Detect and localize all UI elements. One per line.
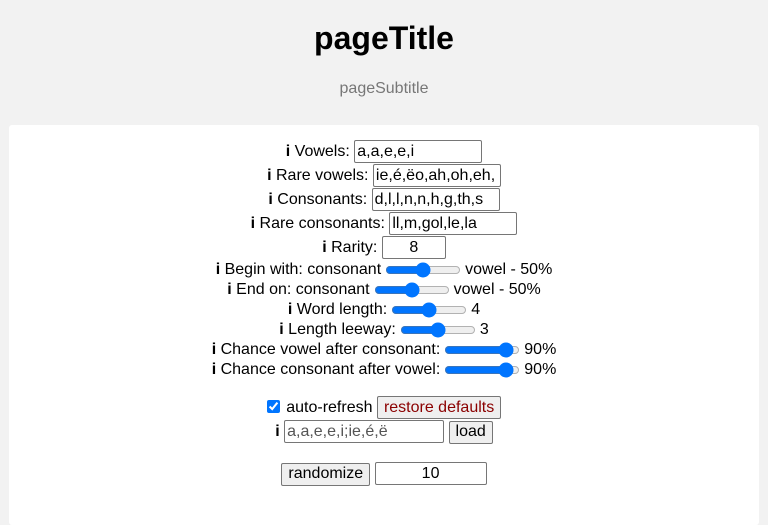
auto-refresh-label[interactable]: auto-refresh bbox=[286, 399, 373, 416]
info-icon[interactable]: i bbox=[279, 321, 284, 338]
info-icon[interactable]: i bbox=[322, 239, 327, 257]
vowels-label: Vowels: bbox=[294, 143, 350, 161]
rare-vowels-input[interactable] bbox=[373, 164, 501, 187]
info-icon[interactable]: i bbox=[268, 191, 273, 209]
rarity-row bbox=[9, 236, 759, 260]
vowel-after-readout: 90% bbox=[524, 341, 557, 358]
rare-consonants-label: Rare consonants: bbox=[259, 215, 385, 233]
page-subtitle: pageSubtitle bbox=[339, 80, 429, 97]
rare-vowels-row bbox=[9, 164, 759, 188]
rarity-label: Rarity: bbox=[331, 239, 378, 257]
rarity-input[interactable] bbox=[382, 236, 446, 259]
leeway-label: Length leeway: bbox=[288, 321, 396, 338]
page-title: pageTitle bbox=[314, 20, 454, 56]
consonant-after-slider[interactable] bbox=[444, 363, 520, 377]
info-icon[interactable]: i bbox=[287, 301, 293, 318]
vowels-input[interactable] bbox=[354, 140, 482, 163]
count-input[interactable] bbox=[375, 462, 487, 485]
settings-card bbox=[9, 125, 759, 525]
rare-consonants-input[interactable] bbox=[389, 212, 517, 235]
restore-defaults-button[interactable]: restore defaults bbox=[377, 396, 501, 419]
begin-row bbox=[9, 260, 759, 280]
consonants-row bbox=[9, 188, 759, 212]
end-label: End on: consonant bbox=[236, 281, 370, 298]
consonant-after-readout: 90% bbox=[524, 361, 557, 378]
vowel-after-slider[interactable] bbox=[444, 343, 520, 357]
randomize-button[interactable]: randomize bbox=[281, 463, 370, 486]
end-slider[interactable] bbox=[374, 283, 450, 297]
rare-consonants-row bbox=[9, 212, 759, 236]
vowel-after-label: Chance vowel after consonant: bbox=[220, 341, 441, 358]
info-icon[interactable]: i bbox=[285, 143, 291, 161]
consonant-after-row bbox=[9, 360, 759, 380]
vowel-after-row bbox=[9, 340, 759, 360]
consonants-label: Consonants: bbox=[277, 191, 368, 209]
end-row bbox=[9, 280, 759, 300]
auto-refresh-checkbox[interactable] bbox=[267, 400, 280, 413]
info-icon[interactable]: i bbox=[215, 261, 221, 278]
info-icon[interactable]: i bbox=[250, 215, 256, 233]
info-icon[interactable]: i bbox=[267, 167, 272, 185]
length-row bbox=[9, 300, 759, 320]
begin-label: Begin with: consonant bbox=[224, 261, 382, 278]
length-label: Word length: bbox=[296, 301, 388, 318]
leeway-row bbox=[9, 320, 759, 340]
rare-vowels-label: Rare vowels: bbox=[275, 167, 369, 185]
load-row bbox=[9, 420, 759, 444]
info-icon[interactable]: i bbox=[227, 281, 232, 298]
info-icon[interactable]: i bbox=[275, 423, 280, 441]
info-icon[interactable]: i bbox=[211, 361, 217, 378]
vowels-row bbox=[9, 140, 759, 164]
leeway-slider[interactable] bbox=[400, 323, 476, 337]
load-input[interactable] bbox=[284, 420, 444, 443]
end-readout: vowel - 50% bbox=[453, 281, 541, 298]
consonant-after-label: Chance consonant after vowel: bbox=[220, 361, 441, 378]
leeway-readout: 3 bbox=[479, 321, 489, 338]
length-slider[interactable] bbox=[391, 303, 467, 317]
begin-readout: vowel - 50% bbox=[465, 261, 553, 278]
info-icon[interactable]: i bbox=[211, 341, 217, 358]
load-button[interactable]: load bbox=[449, 421, 493, 444]
consonants-input[interactable] bbox=[372, 188, 500, 211]
randomize-row bbox=[9, 462, 759, 486]
length-readout: 4 bbox=[471, 301, 481, 318]
auto-refresh-row bbox=[9, 396, 759, 420]
begin-slider[interactable] bbox=[385, 263, 461, 277]
